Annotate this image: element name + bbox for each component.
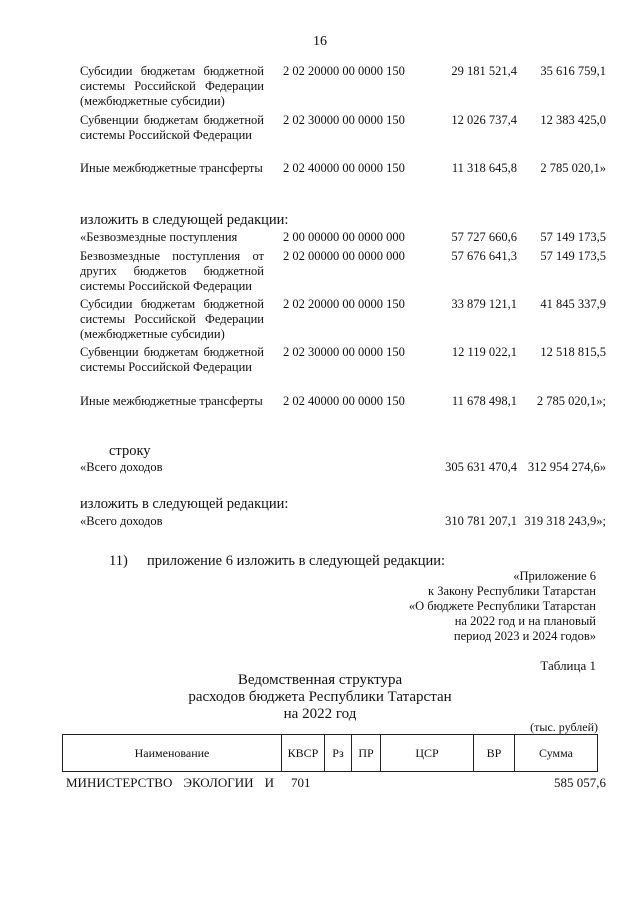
row-code: 2 02 00000 00 0000 000	[283, 249, 405, 263]
row-name: «Всего доходов	[80, 460, 163, 474]
appendix-note-line: «Приложение 6	[513, 569, 596, 583]
row-value-2024: 312 954 274,6»	[527, 460, 606, 474]
ministry-sum: 585 057,6	[554, 775, 606, 790]
ministry-name: МИНИСТЕРСТВО ЭКОЛОГИИ И	[66, 775, 274, 790]
appendix-note-line: период 2023 и 2024 годов»	[453, 629, 596, 643]
row-value-2024: 57 149 173,5	[540, 249, 606, 263]
column-header-name: Наименование	[63, 735, 282, 772]
column-header-kvsr: КВСР	[282, 735, 325, 772]
row-value-2024: 12 383 425,0	[540, 113, 606, 127]
row-value-2023: 57 676 641,3	[451, 249, 517, 263]
column-header-sum: Сумма	[515, 735, 598, 772]
table-label: Таблица 1	[540, 658, 596, 673]
table-title-line: Ведомственная структура	[237, 672, 403, 688]
row-value-2024: 35 616 759,1	[540, 64, 606, 78]
section-heading: изложить в следующей редакции:	[80, 212, 289, 228]
table-title-line: расходов бюджета Республики Татарстан	[188, 689, 452, 705]
row-code: 2 02 40000 00 0000 150	[283, 161, 405, 175]
section-heading: строку	[109, 443, 151, 459]
ministry-kvsr: 701	[291, 775, 311, 790]
appendix-note-line: «О бюджете Республики Татарстан	[408, 599, 596, 613]
column-header-vr: ВР	[474, 735, 515, 772]
column-header-csr: ЦСР	[381, 735, 474, 772]
column-header-rz: Рз	[325, 735, 352, 772]
table-title-line: на 2022 год	[283, 706, 357, 722]
page-number: 16	[313, 34, 327, 49]
row-name: Субсидии бюджетам бюджетной системы Российской Федерации (межбюджетные субсидии)	[80, 64, 264, 108]
row-code: 2 02 30000 00 0000 150	[283, 345, 405, 359]
row-name: Иные межбюджетные трансферты	[80, 394, 263, 408]
row-value-2024: 319 318 243,9»;	[524, 514, 606, 528]
row-name: Субвенции бюджетам бюджетной системы Российской Федерации	[80, 113, 264, 142]
row-name: Субсидии бюджетам бюджетной системы Российской Федерации (межбюджетные субсидии)	[80, 297, 264, 341]
column-header-pr: ПР	[352, 735, 381, 772]
row-value-2024: 2 785 020,1»;	[536, 394, 606, 408]
row-code: 2 02 30000 00 0000 150	[283, 113, 405, 127]
structure-table	[62, 734, 598, 772]
row-value-2023: 33 879 121,1	[451, 297, 517, 311]
row-value-2023: 11 318 645,8	[451, 161, 517, 175]
row-value-2024: 57 149 173,5	[540, 230, 606, 244]
row-value-2023: 305 631 470,4	[445, 460, 517, 474]
units-label: (тыс. рублей)	[530, 720, 598, 734]
row-value-2023: 29 181 521,4	[451, 64, 517, 78]
row-name: Иные межбюджетные трансферты	[80, 161, 263, 175]
item-number: 11)	[109, 553, 128, 569]
row-value-2024: 41 845 337,9	[540, 297, 606, 311]
row-code: 2 02 40000 00 0000 150	[283, 394, 405, 408]
row-name: Безвозмездные поступления от других бюджетов бюджетной системы Российской Федерации	[80, 249, 264, 293]
row-value-2024: 12 518 815,5	[540, 345, 606, 359]
row-name: Субвенции бюджетам бюджетной системы Российской Федерации	[80, 345, 264, 374]
row-value-2023: 12 026 737,4	[451, 113, 517, 127]
row-code: 2 02 20000 00 0000 150	[283, 297, 405, 311]
row-value-2023: 11 678 498,1	[451, 394, 517, 408]
row-value-2023: 310 781 207,1	[445, 514, 517, 528]
row-name: «Всего доходов	[80, 514, 163, 528]
item-text: приложение 6 изложить в следующей редакции:	[147, 553, 446, 569]
appendix-note-line: на 2022 год и на плановый	[454, 614, 596, 628]
row-value-2024: 2 785 020,1»	[540, 161, 606, 175]
row-code: 2 02 20000 00 0000 150	[283, 64, 405, 78]
row-name: «Безвозмездные поступления	[80, 230, 238, 244]
section-heading: изложить в следующей редакции:	[80, 496, 289, 512]
row-value-2023: 57 727 660,6	[451, 230, 517, 244]
row-code: 2 00 00000 00 0000 000	[283, 230, 405, 244]
appendix-note-line: к Закону Республики Татарстан	[428, 584, 596, 598]
table-header-row	[63, 735, 598, 772]
row-value-2023: 12 119 022,1	[451, 345, 517, 359]
